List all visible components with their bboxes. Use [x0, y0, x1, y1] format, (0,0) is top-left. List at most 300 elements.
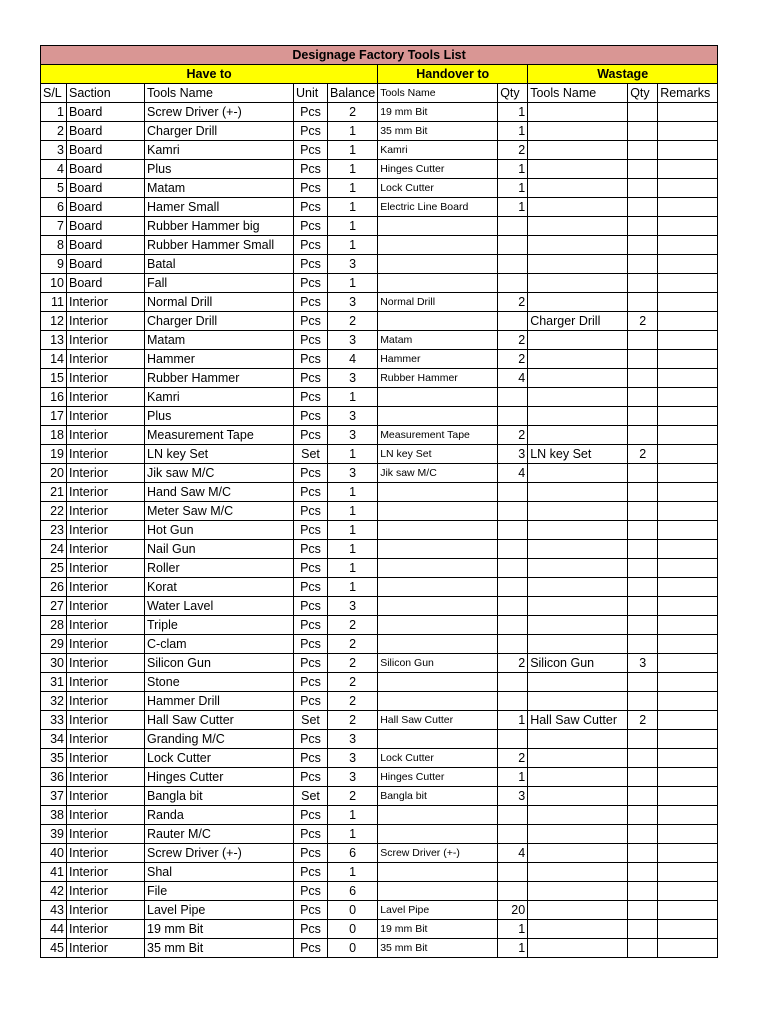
balance-cell: 2 [328, 616, 378, 635]
wastage-tool-cell [528, 255, 628, 274]
balance-cell: 1 [328, 388, 378, 407]
wastage-tool-cell [528, 806, 628, 825]
tool-name-cell: 19 mm Bit [145, 920, 294, 939]
remarks-cell [658, 578, 718, 597]
tool-name-cell: Nail Gun [145, 540, 294, 559]
handover-qty-cell [498, 825, 528, 844]
table-row [41, 179, 718, 198]
wastage-tool-cell [528, 502, 628, 521]
wastage-tool-cell [528, 141, 628, 160]
serial-cell: 31 [41, 673, 67, 692]
handover-qty-cell [498, 483, 528, 502]
table-row [41, 236, 718, 255]
tool-name-cell: Hand Saw M/C [145, 483, 294, 502]
handover-tool-cell: Measurement Tape [378, 426, 498, 445]
handover-qty-cell: 1 [498, 122, 528, 141]
balance-cell: 1 [328, 198, 378, 217]
balance-cell: 1 [328, 483, 378, 502]
unit-cell: Pcs [294, 559, 328, 578]
tool-name-cell: Silicon Gun [145, 654, 294, 673]
handover-tool-cell [378, 540, 498, 559]
table-row [41, 255, 718, 274]
wastage-tool-cell [528, 901, 628, 920]
section-cell: Interior [67, 426, 145, 445]
tool-name-cell: File [145, 882, 294, 901]
section-cell: Interior [67, 939, 145, 958]
wastage-qty-cell [628, 141, 658, 160]
section-cell: Interior [67, 730, 145, 749]
wastage-qty-cell [628, 901, 658, 920]
wastage-qty-cell [628, 844, 658, 863]
handover-tool-cell: 35 mm Bit [378, 939, 498, 958]
section-cell: Interior [67, 768, 145, 787]
column-header: Tools Name [145, 84, 294, 103]
remarks-cell [658, 844, 718, 863]
handover-qty-cell [498, 673, 528, 692]
wastage-qty-cell [628, 502, 658, 521]
serial-cell: 13 [41, 331, 67, 350]
wastage-tool-cell [528, 730, 628, 749]
balance-cell: 1 [328, 521, 378, 540]
section-cell: Interior [67, 331, 145, 350]
tool-name-cell: Jik saw M/C [145, 464, 294, 483]
tool-name-cell: Hinges Cutter [145, 768, 294, 787]
unit-cell: Pcs [294, 350, 328, 369]
wastage-qty-cell [628, 806, 658, 825]
tool-name-cell: Hot Gun [145, 521, 294, 540]
remarks-cell [658, 388, 718, 407]
handover-qty-cell: 1 [498, 768, 528, 787]
handover-tool-cell [378, 616, 498, 635]
column-header: Tools Name [528, 84, 628, 103]
column-header: Qty [498, 84, 528, 103]
table-row [41, 369, 718, 388]
tool-name-cell: Randa [145, 806, 294, 825]
section-cell: Interior [67, 521, 145, 540]
wastage-tool-cell [528, 388, 628, 407]
wastage-tool-cell [528, 920, 628, 939]
remarks-cell [658, 635, 718, 654]
balance-cell: 1 [328, 540, 378, 559]
serial-cell: 37 [41, 787, 67, 806]
remarks-cell [658, 350, 718, 369]
column-header: Qty [628, 84, 658, 103]
wastage-qty-cell: 2 [628, 711, 658, 730]
serial-cell: 17 [41, 407, 67, 426]
remarks-cell [658, 692, 718, 711]
remarks-cell [658, 901, 718, 920]
handover-qty-cell [498, 502, 528, 521]
serial-cell: 34 [41, 730, 67, 749]
column-header: S/L [41, 84, 67, 103]
unit-cell: Pcs [294, 103, 328, 122]
table-row [41, 901, 718, 920]
section-cell: Interior [67, 464, 145, 483]
handover-qty-cell: 2 [498, 350, 528, 369]
table-row [41, 692, 718, 711]
remarks-cell [658, 331, 718, 350]
wastage-qty-cell [628, 103, 658, 122]
handover-tool-cell [378, 863, 498, 882]
balance-cell: 1 [328, 160, 378, 179]
wastage-qty-cell [628, 939, 658, 958]
serial-cell: 7 [41, 217, 67, 236]
handover-tool-cell [378, 692, 498, 711]
balance-cell: 3 [328, 730, 378, 749]
tool-name-cell: Water Lavel [145, 597, 294, 616]
handover-qty-cell [498, 407, 528, 426]
wastage-qty-cell [628, 198, 658, 217]
remarks-cell [658, 274, 718, 293]
wastage-qty-cell [628, 787, 658, 806]
unit-cell: Pcs [294, 768, 328, 787]
handover-tool-cell [378, 825, 498, 844]
handover-tool-cell [378, 673, 498, 692]
remarks-cell [658, 236, 718, 255]
wastage-qty-cell [628, 768, 658, 787]
remarks-cell [658, 730, 718, 749]
remarks-cell [658, 483, 718, 502]
remarks-cell [658, 407, 718, 426]
wastage-qty-cell [628, 597, 658, 616]
handover-tool-cell: Hall Saw Cutter [378, 711, 498, 730]
wastage-qty-cell [628, 369, 658, 388]
handover-qty-cell: 2 [498, 331, 528, 350]
wastage-qty-cell: 3 [628, 654, 658, 673]
wastage-qty-cell [628, 179, 658, 198]
wastage-qty-cell [628, 407, 658, 426]
balance-cell: 2 [328, 711, 378, 730]
column-header: Tools Name [378, 84, 498, 103]
handover-qty-cell [498, 236, 528, 255]
handover-tool-cell [378, 274, 498, 293]
tool-name-cell: Rubber Hammer [145, 369, 294, 388]
serial-cell: 4 [41, 160, 67, 179]
tool-name-cell: Matam [145, 179, 294, 198]
wastage-qty-cell [628, 388, 658, 407]
unit-cell: Pcs [294, 749, 328, 768]
table-row [41, 407, 718, 426]
unit-cell: Pcs [294, 369, 328, 388]
unit-cell: Pcs [294, 198, 328, 217]
unit-cell: Pcs [294, 825, 328, 844]
unit-cell: Pcs [294, 388, 328, 407]
handover-qty-cell: 2 [498, 749, 528, 768]
handover-qty-cell [498, 312, 528, 331]
handover-qty-cell: 1 [498, 198, 528, 217]
unit-cell: Pcs [294, 901, 328, 920]
remarks-cell [658, 160, 718, 179]
balance-cell: 3 [328, 426, 378, 445]
handover-tool-cell [378, 255, 498, 274]
column-header-row [41, 84, 718, 103]
wastage-tool-cell: LN key Set [528, 445, 628, 464]
balance-cell: 1 [328, 445, 378, 464]
wastage-tool-cell [528, 597, 628, 616]
tool-name-cell: Rauter M/C [145, 825, 294, 844]
handover-qty-cell: 3 [498, 445, 528, 464]
remarks-cell [658, 559, 718, 578]
tool-name-cell: LN key Set [145, 445, 294, 464]
handover-qty-cell: 2 [498, 293, 528, 312]
balance-cell: 0 [328, 901, 378, 920]
remarks-cell [658, 464, 718, 483]
unit-cell: Pcs [294, 255, 328, 274]
serial-cell: 8 [41, 236, 67, 255]
section-cell: Board [67, 103, 145, 122]
section-cell: Interior [67, 445, 145, 464]
handover-qty-cell [498, 578, 528, 597]
tool-name-cell: Hammer [145, 350, 294, 369]
wastage-tool-cell [528, 236, 628, 255]
tool-name-cell: Triple [145, 616, 294, 635]
section-cell: Interior [67, 882, 145, 901]
wastage-tool-cell [528, 559, 628, 578]
serial-cell: 19 [41, 445, 67, 464]
handover-qty-cell: 1 [498, 920, 528, 939]
table-row [41, 711, 718, 730]
wastage-tool-cell [528, 369, 628, 388]
balance-cell: 3 [328, 331, 378, 350]
wastage-qty-cell [628, 255, 658, 274]
unit-cell: Pcs [294, 920, 328, 939]
title-row [41, 46, 718, 65]
wastage-qty-cell [628, 920, 658, 939]
serial-cell: 38 [41, 806, 67, 825]
serial-cell: 29 [41, 635, 67, 654]
section-cell: Interior [67, 293, 145, 312]
remarks-cell [658, 540, 718, 559]
unit-cell: Pcs [294, 578, 328, 597]
section-cell: Interior [67, 692, 145, 711]
table-row [41, 502, 718, 521]
balance-cell: 1 [328, 806, 378, 825]
handover-tool-cell: Rubber Hammer [378, 369, 498, 388]
section-cell: Interior [67, 350, 145, 369]
handover-tool-cell: 35 mm Bit [378, 122, 498, 141]
wastage-qty-cell [628, 692, 658, 711]
section-cell: Board [67, 217, 145, 236]
column-header: Saction [67, 84, 145, 103]
unit-cell: Pcs [294, 141, 328, 160]
column-header: Balance [328, 84, 378, 103]
wastage-qty-cell [628, 464, 658, 483]
section-cell: Interior [67, 711, 145, 730]
balance-cell: 1 [328, 274, 378, 293]
handover-qty-cell [498, 863, 528, 882]
unit-cell: Pcs [294, 293, 328, 312]
handover-qty-cell: 1 [498, 711, 528, 730]
remarks-cell [658, 920, 718, 939]
section-cell: Interior [67, 654, 145, 673]
tool-name-cell: Kamri [145, 388, 294, 407]
section-cell: Interior [67, 844, 145, 863]
unit-cell: Pcs [294, 407, 328, 426]
unit-cell: Pcs [294, 844, 328, 863]
balance-cell: 3 [328, 293, 378, 312]
table-row [41, 768, 718, 787]
table-row [41, 521, 718, 540]
serial-cell: 40 [41, 844, 67, 863]
handover-qty-cell [498, 597, 528, 616]
wastage-qty-cell: 2 [628, 445, 658, 464]
serial-cell: 42 [41, 882, 67, 901]
serial-cell: 15 [41, 369, 67, 388]
wastage-qty-cell [628, 540, 658, 559]
wastage-tool-cell [528, 122, 628, 141]
unit-cell: Pcs [294, 426, 328, 445]
handover-qty-cell [498, 274, 528, 293]
remarks-cell [658, 122, 718, 141]
handover-qty-cell: 4 [498, 369, 528, 388]
tool-name-cell: C-clam [145, 635, 294, 654]
remarks-cell [658, 768, 718, 787]
handover-qty-cell: 20 [498, 901, 528, 920]
section-cell: Interior [67, 635, 145, 654]
wastage-qty-cell [628, 521, 658, 540]
unit-cell: Pcs [294, 730, 328, 749]
table-row [41, 464, 718, 483]
balance-cell: 2 [328, 654, 378, 673]
section-cell: Interior [67, 369, 145, 388]
section-cell: Interior [67, 825, 145, 844]
wastage-tool-cell [528, 844, 628, 863]
table-row [41, 350, 718, 369]
tools-list-table [40, 45, 718, 958]
wastage-tool-cell [528, 787, 628, 806]
handover-tool-cell: Lock Cutter [378, 179, 498, 198]
handover-tool-cell [378, 388, 498, 407]
remarks-cell [658, 521, 718, 540]
tool-name-cell: Plus [145, 407, 294, 426]
table-row [41, 141, 718, 160]
table-row [41, 825, 718, 844]
section-cell: Board [67, 198, 145, 217]
remarks-cell [658, 502, 718, 521]
wastage-qty-cell [628, 236, 658, 255]
tool-name-cell: Screw Driver (+-) [145, 103, 294, 122]
unit-cell: Pcs [294, 122, 328, 141]
remarks-cell [658, 939, 718, 958]
table-row [41, 939, 718, 958]
handover-tool-cell [378, 483, 498, 502]
serial-cell: 11 [41, 293, 67, 312]
serial-cell: 32 [41, 692, 67, 711]
serial-cell: 2 [41, 122, 67, 141]
remarks-cell [658, 882, 718, 901]
wastage-tool-cell [528, 616, 628, 635]
wastage-tool-cell [528, 863, 628, 882]
balance-cell: 4 [328, 350, 378, 369]
remarks-cell [658, 312, 718, 331]
balance-cell: 0 [328, 920, 378, 939]
section-cell: Interior [67, 407, 145, 426]
unit-cell: Pcs [294, 217, 328, 236]
handover-tool-cell: Hammer [378, 350, 498, 369]
serial-cell: 22 [41, 502, 67, 521]
serial-cell: 33 [41, 711, 67, 730]
remarks-cell [658, 673, 718, 692]
table-row [41, 540, 718, 559]
table-row [41, 616, 718, 635]
serial-cell: 16 [41, 388, 67, 407]
balance-cell: 3 [328, 597, 378, 616]
remarks-cell [658, 369, 718, 388]
serial-cell: 36 [41, 768, 67, 787]
remarks-cell [658, 426, 718, 445]
wastage-tool-cell [528, 540, 628, 559]
tool-name-cell: Screw Driver (+-) [145, 844, 294, 863]
handover-qty-cell: 2 [498, 426, 528, 445]
wastage-qty-cell [628, 293, 658, 312]
handover-tool-cell [378, 407, 498, 426]
serial-cell: 30 [41, 654, 67, 673]
handover-tool-cell: Screw Driver (+-) [378, 844, 498, 863]
table-row [41, 844, 718, 863]
table-row [41, 863, 718, 882]
handover-tool-cell: Normal Drill [378, 293, 498, 312]
group-have-to: Have to [41, 65, 378, 84]
table-row [41, 578, 718, 597]
handover-tool-cell [378, 635, 498, 654]
remarks-cell [658, 198, 718, 217]
balance-cell: 3 [328, 407, 378, 426]
unit-cell: Pcs [294, 236, 328, 255]
serial-cell: 6 [41, 198, 67, 217]
wastage-qty-cell [628, 635, 658, 654]
handover-qty-cell [498, 692, 528, 711]
handover-qty-cell [498, 388, 528, 407]
tool-name-cell: Rubber Hammer Small [145, 236, 294, 255]
section-cell: Board [67, 236, 145, 255]
tool-name-cell: Kamri [145, 141, 294, 160]
balance-cell: 1 [328, 236, 378, 255]
balance-cell: 0 [328, 939, 378, 958]
unit-cell: Set [294, 711, 328, 730]
serial-cell: 9 [41, 255, 67, 274]
serial-cell: 39 [41, 825, 67, 844]
table-row [41, 597, 718, 616]
balance-cell: 2 [328, 312, 378, 331]
wastage-qty-cell [628, 559, 658, 578]
wastage-tool-cell [528, 331, 628, 350]
remarks-cell [658, 806, 718, 825]
unit-cell: Pcs [294, 597, 328, 616]
section-cell: Interior [67, 559, 145, 578]
remarks-cell [658, 217, 718, 236]
wastage-tool-cell [528, 749, 628, 768]
serial-cell: 14 [41, 350, 67, 369]
group-header-row [41, 65, 718, 84]
balance-cell: 1 [328, 217, 378, 236]
section-cell: Interior [67, 483, 145, 502]
group-handover-to: Handover to [378, 65, 528, 84]
handover-qty-cell [498, 217, 528, 236]
section-cell: Interior [67, 901, 145, 920]
handover-tool-cell [378, 217, 498, 236]
serial-cell: 23 [41, 521, 67, 540]
tool-name-cell: Korat [145, 578, 294, 597]
serial-cell: 26 [41, 578, 67, 597]
handover-qty-cell: 4 [498, 844, 528, 863]
unit-cell: Pcs [294, 502, 328, 521]
wastage-qty-cell [628, 122, 658, 141]
wastage-qty-cell [628, 882, 658, 901]
balance-cell: 3 [328, 749, 378, 768]
table-row [41, 293, 718, 312]
handover-tool-cell [378, 502, 498, 521]
handover-tool-cell [378, 730, 498, 749]
